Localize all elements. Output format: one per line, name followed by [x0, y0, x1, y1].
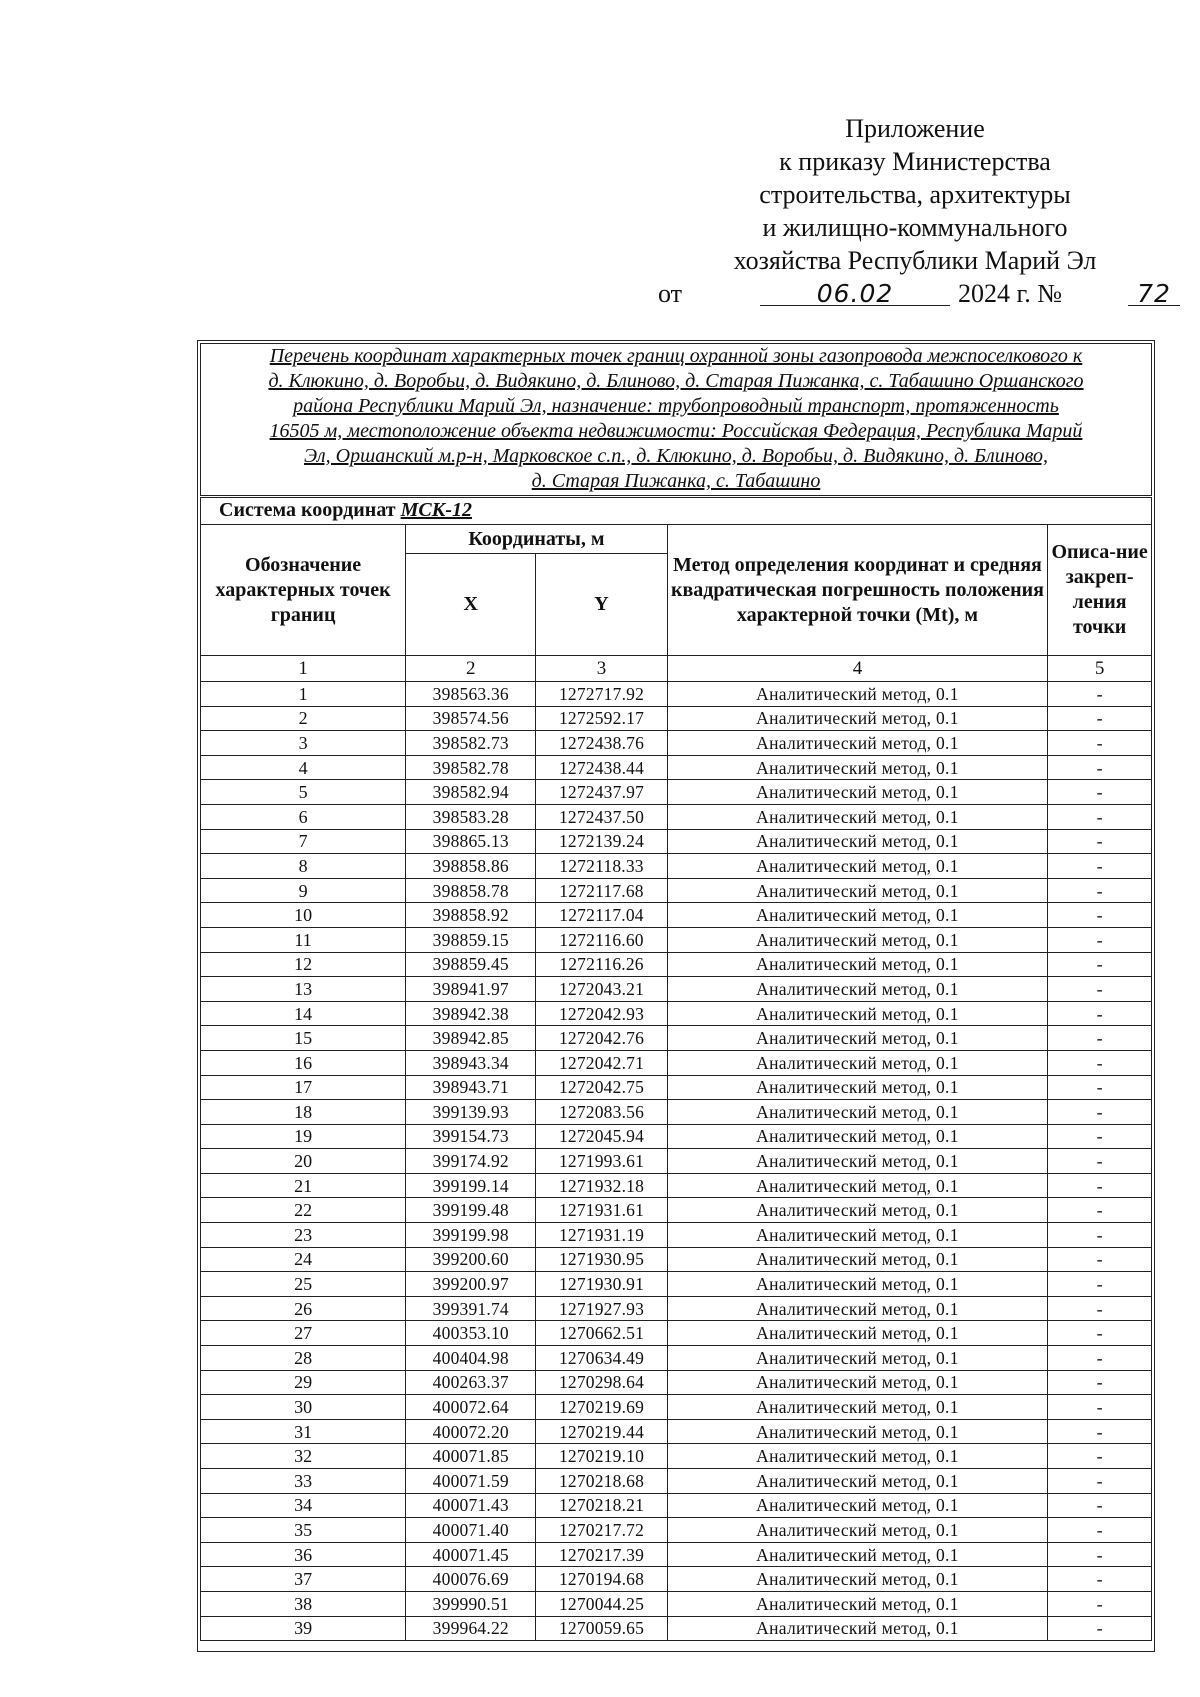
- x-coordinate-cell: 398582.94: [406, 780, 536, 805]
- point-number-cell: 31: [201, 1419, 406, 1444]
- x-coordinate-cell: 400071.45: [406, 1542, 536, 1567]
- y-coordinate-cell: 1272139.24: [536, 829, 667, 854]
- table-row: [201, 1370, 1152, 1395]
- title-line: д. Старая Пижанка, с. Табашино: [531, 470, 821, 492]
- point-number-cell: 5: [201, 780, 406, 805]
- header-coordinates: Координаты, м: [406, 525, 667, 554]
- description-cell: -: [1048, 1321, 1152, 1346]
- method-cell: Аналитический метод, 0.1: [667, 1173, 1048, 1198]
- description-cell: -: [1048, 1419, 1152, 1444]
- method-cell: Аналитический метод, 0.1: [667, 1001, 1048, 1026]
- table-row: [201, 1173, 1152, 1198]
- x-coordinate-cell: 400072.20: [406, 1419, 536, 1444]
- table-row: [201, 1419, 1152, 1444]
- method-cell: Аналитический метод, 0.1: [667, 1272, 1048, 1297]
- method-cell: Аналитический метод, 0.1: [667, 1419, 1048, 1444]
- description-cell: -: [1048, 1223, 1152, 1248]
- point-number-cell: 21: [201, 1173, 406, 1198]
- point-number-cell: 16: [201, 1050, 406, 1075]
- point-number-cell: 30: [201, 1395, 406, 1420]
- table-row: [201, 1567, 1152, 1592]
- method-cell: Аналитический метод, 0.1: [667, 706, 1048, 731]
- y-coordinate-cell: 1270218.68: [536, 1469, 667, 1494]
- x-coordinate-cell: 398858.86: [406, 854, 536, 879]
- coordinate-system-row: [200, 497, 1152, 524]
- x-coordinate-cell: 398574.56: [406, 706, 536, 731]
- method-cell: Аналитический метод, 0.1: [667, 1542, 1048, 1567]
- method-cell: Аналитический метод, 0.1: [667, 952, 1048, 977]
- x-coordinate-cell: 400071.40: [406, 1518, 536, 1543]
- point-number-cell: 17: [201, 1075, 406, 1100]
- point-number-cell: 20: [201, 1149, 406, 1174]
- description-cell: -: [1048, 927, 1152, 952]
- y-coordinate-cell: 1270662.51: [536, 1321, 667, 1346]
- y-coordinate-cell: 1271932.18: [536, 1173, 667, 1198]
- y-coordinate-cell: 1270217.72: [536, 1518, 667, 1543]
- method-cell: Аналитический метод, 0.1: [667, 927, 1048, 952]
- point-number-cell: 12: [201, 952, 406, 977]
- y-coordinate-cell: 1271993.61: [536, 1149, 667, 1174]
- method-cell: Аналитический метод, 0.1: [667, 1346, 1048, 1371]
- y-coordinate-cell: 1270219.44: [536, 1419, 667, 1444]
- description-cell: -: [1048, 1518, 1152, 1543]
- date-prefix: от: [658, 279, 683, 308]
- table-row: [201, 706, 1152, 731]
- column-number: 1: [201, 656, 406, 682]
- table-row: [201, 1100, 1152, 1125]
- table-row: [201, 952, 1152, 977]
- method-cell: Аналитический метод, 0.1: [667, 1518, 1048, 1543]
- x-coordinate-cell: 400071.59: [406, 1469, 536, 1494]
- date-field: [760, 277, 950, 306]
- description-cell: -: [1048, 804, 1152, 829]
- title-line: 16505 м, местоположение объекта недвижимости: Российская Федерация, Республика Марий: [269, 420, 1083, 442]
- description-cell: -: [1048, 731, 1152, 756]
- y-coordinate-cell: 1270298.64: [536, 1370, 667, 1395]
- method-cell: Аналитический метод, 0.1: [667, 903, 1048, 928]
- table-row: [201, 1395, 1152, 1420]
- x-coordinate-cell: 399154.73: [406, 1124, 536, 1149]
- description-cell: -: [1048, 1075, 1152, 1100]
- handwritten-date: 06.02: [816, 279, 894, 308]
- x-coordinate-cell: 399139.93: [406, 1100, 536, 1125]
- method-cell: Аналитический метод, 0.1: [667, 829, 1048, 854]
- x-coordinate-cell: 398582.78: [406, 755, 536, 780]
- method-cell: Аналитический метод, 0.1: [667, 1296, 1048, 1321]
- description-cell: -: [1048, 780, 1152, 805]
- table-row: [201, 1272, 1152, 1297]
- point-number-cell: 19: [201, 1124, 406, 1149]
- method-cell: Аналитический метод, 0.1: [667, 804, 1048, 829]
- table-row: [201, 1444, 1152, 1469]
- title-line: района Республики Марий Эл, назначение: трубопроводный транспорт, протяженность: [293, 395, 1059, 417]
- description-cell: -: [1048, 977, 1152, 1002]
- method-cell: Аналитический метод, 0.1: [667, 1370, 1048, 1395]
- appendix-line: строительства, архитектуры: [759, 180, 1071, 209]
- method-cell: Аналитический метод, 0.1: [667, 682, 1048, 707]
- header-x: X: [406, 554, 536, 656]
- y-coordinate-cell: 1272592.17: [536, 706, 667, 731]
- table-row: [201, 1247, 1152, 1272]
- point-number-cell: 33: [201, 1469, 406, 1494]
- x-coordinate-cell: 398941.97: [406, 977, 536, 1002]
- y-coordinate-cell: 1272042.75: [536, 1075, 667, 1100]
- x-coordinate-cell: 398858.92: [406, 903, 536, 928]
- method-cell: Аналитический метод, 0.1: [667, 780, 1048, 805]
- y-coordinate-cell: 1272438.76: [536, 731, 667, 756]
- description-cell: -: [1048, 878, 1152, 903]
- description-cell: -: [1048, 952, 1152, 977]
- column-number: 5: [1048, 656, 1152, 682]
- appendix-line: и жилищно-коммунального: [762, 213, 1068, 242]
- description-cell: -: [1048, 706, 1152, 731]
- y-coordinate-cell: 1271930.95: [536, 1247, 667, 1272]
- y-coordinate-cell: 1272042.76: [536, 1026, 667, 1051]
- method-cell: Аналитический метод, 0.1: [667, 1100, 1048, 1125]
- table-row: [201, 1346, 1152, 1371]
- column-number: 3: [536, 656, 667, 682]
- description-cell: -: [1048, 1370, 1152, 1395]
- table-row: [201, 755, 1152, 780]
- point-number-cell: 25: [201, 1272, 406, 1297]
- list-title: [200, 343, 1152, 496]
- method-cell: Аналитический метод, 0.1: [667, 755, 1048, 780]
- point-number-cell: 3: [201, 731, 406, 756]
- appendix-line: Приложение: [845, 114, 985, 143]
- description-cell: -: [1048, 1591, 1152, 1616]
- table-row: [201, 731, 1152, 756]
- y-coordinate-cell: 1270059.65: [536, 1616, 667, 1641]
- method-cell: Аналитический метод, 0.1: [667, 854, 1048, 879]
- description-cell: -: [1048, 854, 1152, 879]
- point-number-cell: 9: [201, 878, 406, 903]
- column-number: 2: [406, 656, 536, 682]
- x-coordinate-cell: 398583.28: [406, 804, 536, 829]
- appendix-line: к приказу Министерства: [779, 147, 1051, 176]
- point-number-cell: 14: [201, 1001, 406, 1026]
- x-coordinate-cell: 399200.97: [406, 1272, 536, 1297]
- appendix-line: хозяйства Республики Марий Эл: [733, 246, 1097, 275]
- y-coordinate-cell: 1272717.92: [536, 682, 667, 707]
- point-number-cell: 11: [201, 927, 406, 952]
- order-number-field: [1128, 277, 1180, 306]
- table-row: [201, 927, 1152, 952]
- table-row: [201, 780, 1152, 805]
- point-number-cell: 22: [201, 1198, 406, 1223]
- y-coordinate-cell: 1272438.44: [536, 755, 667, 780]
- table-row: [201, 1542, 1152, 1567]
- description-cell: -: [1048, 755, 1152, 780]
- point-number-cell: 1: [201, 682, 406, 707]
- y-coordinate-cell: 1271931.61: [536, 1198, 667, 1223]
- y-coordinate-cell: 1272043.21: [536, 977, 667, 1002]
- point-number-cell: 39: [201, 1616, 406, 1641]
- y-coordinate-cell: 1270044.25: [536, 1591, 667, 1616]
- description-cell: -: [1048, 1567, 1152, 1592]
- description-cell: -: [1048, 1616, 1152, 1641]
- year-and-number-label: 2024 г. №: [958, 279, 1063, 308]
- point-number-cell: 7: [201, 829, 406, 854]
- method-cell: Аналитический метод, 0.1: [667, 1124, 1048, 1149]
- point-number-cell: 36: [201, 1542, 406, 1567]
- x-coordinate-cell: 400076.69: [406, 1567, 536, 1592]
- method-cell: Аналитический метод, 0.1: [667, 1469, 1048, 1494]
- y-coordinate-cell: 1270219.10: [536, 1444, 667, 1469]
- method-cell: Аналитический метод, 0.1: [667, 1321, 1048, 1346]
- x-coordinate-cell: 399990.51: [406, 1591, 536, 1616]
- point-number-cell: 28: [201, 1346, 406, 1371]
- method-cell: Аналитический метод, 0.1: [667, 1050, 1048, 1075]
- point-number-cell: 26: [201, 1296, 406, 1321]
- x-coordinate-cell: 399391.74: [406, 1296, 536, 1321]
- description-cell: -: [1048, 1050, 1152, 1075]
- table-row: [201, 1321, 1152, 1346]
- table-row: [201, 1223, 1152, 1248]
- y-coordinate-cell: 1272116.26: [536, 952, 667, 977]
- y-coordinate-cell: 1272042.71: [536, 1050, 667, 1075]
- x-coordinate-cell: 399174.92: [406, 1149, 536, 1174]
- table-row: [201, 829, 1152, 854]
- method-cell: Аналитический метод, 0.1: [667, 1591, 1048, 1616]
- x-coordinate-cell: 398859.45: [406, 952, 536, 977]
- method-cell: Аналитический метод, 0.1: [667, 1247, 1048, 1272]
- description-cell: -: [1048, 1493, 1152, 1518]
- table-row: [201, 804, 1152, 829]
- y-coordinate-cell: 1272117.04: [536, 903, 667, 928]
- description-cell: -: [1048, 1469, 1152, 1494]
- method-cell: Аналитический метод, 0.1: [667, 1026, 1048, 1051]
- y-coordinate-cell: 1270217.39: [536, 1542, 667, 1567]
- point-number-cell: 32: [201, 1444, 406, 1469]
- point-number-cell: 4: [201, 755, 406, 780]
- y-coordinate-cell: 1271930.91: [536, 1272, 667, 1297]
- point-number-cell: 18: [201, 1100, 406, 1125]
- x-coordinate-cell: 398858.78: [406, 878, 536, 903]
- column-number: 4: [667, 656, 1048, 682]
- point-number-cell: 6: [201, 804, 406, 829]
- description-cell: -: [1048, 903, 1152, 928]
- y-coordinate-cell: 1272083.56: [536, 1100, 667, 1125]
- description-cell: -: [1048, 1149, 1152, 1174]
- y-coordinate-cell: 1270219.69: [536, 1395, 667, 1420]
- header-method: Метод определения координат и средняя квадратическая погрешность положения характерной точки (Mt), м: [667, 525, 1048, 656]
- y-coordinate-cell: 1272437.97: [536, 780, 667, 805]
- method-cell: Аналитический метод, 0.1: [667, 1223, 1048, 1248]
- description-cell: -: [1048, 682, 1152, 707]
- method-cell: Аналитический метод, 0.1: [667, 731, 1048, 756]
- table-row: [201, 977, 1152, 1002]
- table-row: [201, 1001, 1152, 1026]
- description-cell: -: [1048, 1542, 1152, 1567]
- method-cell: Аналитический метод, 0.1: [667, 1444, 1048, 1469]
- table-row: [201, 1591, 1152, 1616]
- table-row: [201, 1493, 1152, 1518]
- header-point-designation: Обозначение характерных точек границ: [201, 525, 406, 656]
- description-cell: -: [1048, 1346, 1152, 1371]
- method-cell: Аналитический метод, 0.1: [667, 977, 1048, 1002]
- table-row: [201, 1149, 1152, 1174]
- table-row: [201, 1296, 1152, 1321]
- method-cell: Аналитический метод, 0.1: [667, 1567, 1048, 1592]
- x-coordinate-cell: 400263.37: [406, 1370, 536, 1395]
- x-coordinate-cell: 399964.22: [406, 1616, 536, 1641]
- x-coordinate-cell: 398582.73: [406, 731, 536, 756]
- x-coordinate-cell: 399199.98: [406, 1223, 536, 1248]
- description-cell: -: [1048, 1296, 1152, 1321]
- method-cell: Аналитический метод, 0.1: [667, 1395, 1048, 1420]
- description-cell: -: [1048, 1001, 1152, 1026]
- header-description: Описа-ние закреп-ления точки: [1048, 525, 1152, 656]
- x-coordinate-cell: 400404.98: [406, 1346, 536, 1371]
- title-line: Перечень координат характерных точек границ охранной зоны газопровода межпоселкового к: [269, 345, 1083, 367]
- x-coordinate-cell: 398859.15: [406, 927, 536, 952]
- point-number-cell: 23: [201, 1223, 406, 1248]
- y-coordinate-cell: 1270218.21: [536, 1493, 667, 1518]
- point-number-cell: 15: [201, 1026, 406, 1051]
- x-coordinate-cell: 399200.60: [406, 1247, 536, 1272]
- table-row: [201, 1518, 1152, 1543]
- y-coordinate-cell: 1272042.93: [536, 1001, 667, 1026]
- coordinate-system-label: Система координат: [219, 499, 396, 521]
- x-coordinate-cell: 399199.48: [406, 1198, 536, 1223]
- description-cell: -: [1048, 1247, 1152, 1272]
- x-coordinate-cell: 398563.36: [406, 682, 536, 707]
- y-coordinate-cell: 1272116.60: [536, 927, 667, 952]
- point-number-cell: 24: [201, 1247, 406, 1272]
- point-number-cell: 8: [201, 854, 406, 879]
- y-coordinate-cell: 1270634.49: [536, 1346, 667, 1371]
- y-coordinate-cell: 1272045.94: [536, 1124, 667, 1149]
- coordinates-table: [200, 524, 1152, 1641]
- x-coordinate-cell: 400071.43: [406, 1493, 536, 1518]
- x-coordinate-cell: 398943.71: [406, 1075, 536, 1100]
- table-row: [201, 1124, 1152, 1149]
- table-row: [201, 1469, 1152, 1494]
- table-row: [201, 903, 1152, 928]
- description-cell: -: [1048, 1272, 1152, 1297]
- method-cell: Аналитический метод, 0.1: [667, 1198, 1048, 1223]
- point-number-cell: 38: [201, 1591, 406, 1616]
- handwritten-order-number: 72: [1137, 279, 1171, 308]
- table-row: [201, 1050, 1152, 1075]
- point-number-cell: 2: [201, 706, 406, 731]
- y-coordinate-cell: 1272437.50: [536, 804, 667, 829]
- description-cell: -: [1048, 1395, 1152, 1420]
- table-row: [201, 1616, 1152, 1641]
- description-cell: -: [1048, 829, 1152, 854]
- point-number-cell: 27: [201, 1321, 406, 1346]
- method-cell: Аналитический метод, 0.1: [667, 1149, 1048, 1174]
- table-row: [201, 1026, 1152, 1051]
- title-line: Эл, Оршанский м.р-н, Марковское с.п., д. Клюкино, д. Воробьи, д. Видякино, д. Блиново,: [303, 445, 1049, 467]
- table-row: [201, 682, 1152, 707]
- method-cell: Аналитический метод, 0.1: [667, 1616, 1048, 1641]
- y-coordinate-cell: 1272118.33: [536, 854, 667, 879]
- table-row: [201, 878, 1152, 903]
- description-cell: -: [1048, 1173, 1152, 1198]
- method-cell: Аналитический метод, 0.1: [667, 878, 1048, 903]
- x-coordinate-cell: 398943.34: [406, 1050, 536, 1075]
- x-coordinate-cell: 400072.64: [406, 1395, 536, 1420]
- title-line: д. Клюкино, д. Воробьи, д. Видякино, д. Блиново, д. Старая Пижанка, с. Табашино Оршанского: [268, 370, 1084, 392]
- coordinates-table-body: [201, 682, 1152, 1641]
- table-row: [201, 1075, 1152, 1100]
- point-number-cell: 35: [201, 1518, 406, 1543]
- x-coordinate-cell: 400071.85: [406, 1444, 536, 1469]
- x-coordinate-cell: 400353.10: [406, 1321, 536, 1346]
- description-cell: -: [1048, 1124, 1152, 1149]
- x-coordinate-cell: 398865.13: [406, 829, 536, 854]
- description-cell: -: [1048, 1026, 1152, 1051]
- description-cell: -: [1048, 1444, 1152, 1469]
- table-row: [201, 854, 1152, 879]
- table-row: [201, 1198, 1152, 1223]
- x-coordinate-cell: 398942.85: [406, 1026, 536, 1051]
- y-coordinate-cell: 1272117.68: [536, 878, 667, 903]
- point-number-cell: 34: [201, 1493, 406, 1518]
- coordinate-system-value: МСК-12: [400, 499, 472, 521]
- appendix-header: [640, 112, 1190, 310]
- x-coordinate-cell: 398942.38: [406, 1001, 536, 1026]
- header-y: Y: [536, 554, 667, 656]
- x-coordinate-cell: 399199.14: [406, 1173, 536, 1198]
- point-number-cell: 37: [201, 1567, 406, 1592]
- description-cell: -: [1048, 1100, 1152, 1125]
- order-date-line: [640, 277, 1190, 310]
- point-number-cell: 13: [201, 977, 406, 1002]
- method-cell: Аналитический метод, 0.1: [667, 1075, 1048, 1100]
- y-coordinate-cell: 1270194.68: [536, 1567, 667, 1592]
- method-cell: Аналитический метод, 0.1: [667, 1493, 1048, 1518]
- point-number-cell: 10: [201, 903, 406, 928]
- point-number-cell: 29: [201, 1370, 406, 1395]
- y-coordinate-cell: 1271927.93: [536, 1296, 667, 1321]
- y-coordinate-cell: 1271931.19: [536, 1223, 667, 1248]
- description-cell: -: [1048, 1198, 1152, 1223]
